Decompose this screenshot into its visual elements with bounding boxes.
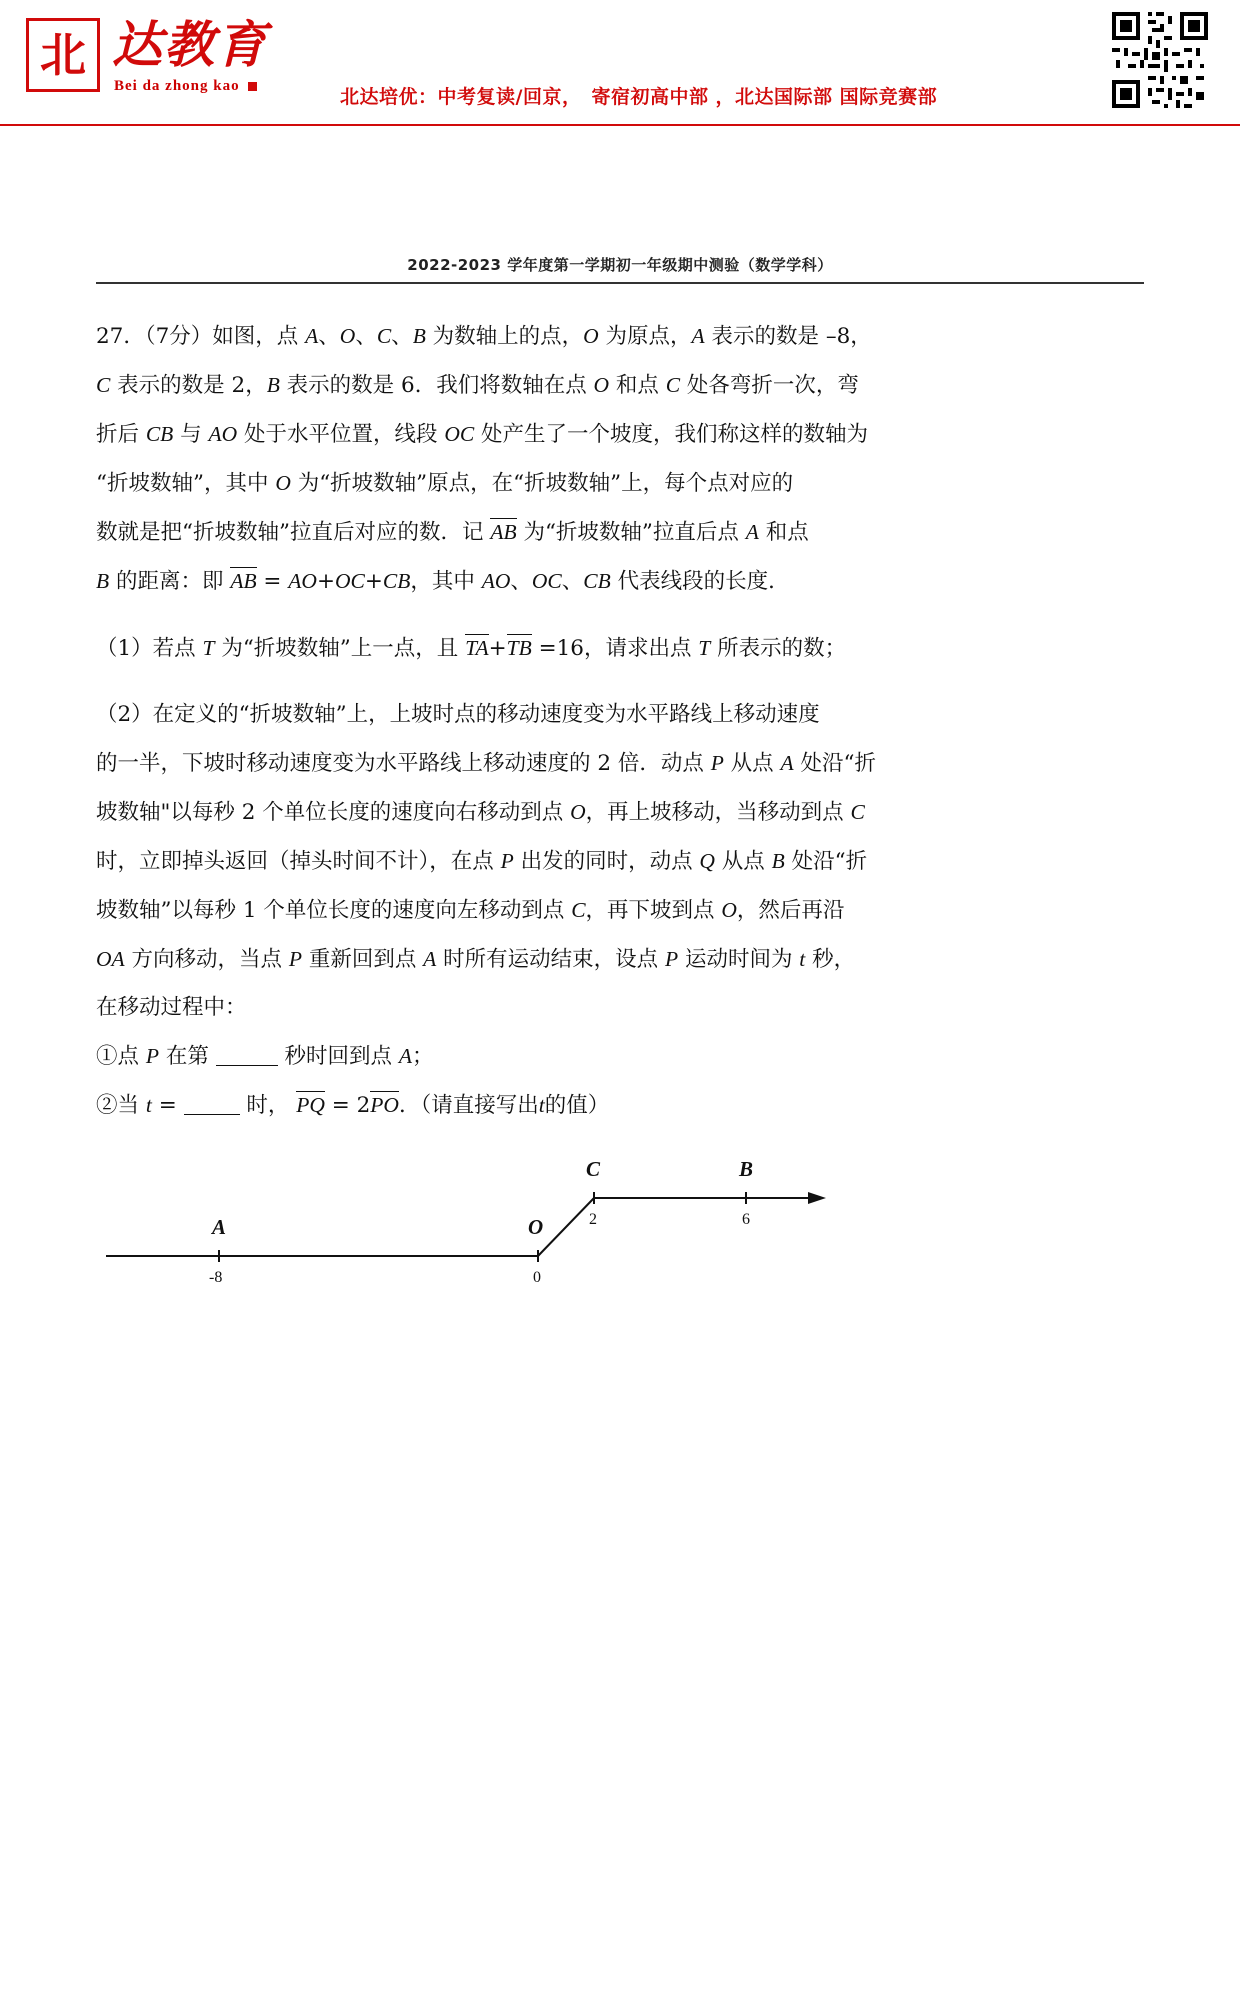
brand-logo <box>26 14 326 110</box>
problem-line-2: C 表示的数是 2，B 表示的数是 6．我们将数轴在点 O 和点 C 处各弯折一次，弯 <box>96 373 859 398</box>
value-point-B: 6 <box>742 1211 750 1228</box>
answer-blank-2[interactable] <box>184 1094 240 1115</box>
header-divider <box>96 282 1144 284</box>
subitem-1-end: A <box>398 1044 413 1068</box>
header-tagline: 北达培优：中考复读/回京， 寄宿初高中部 ，北达国际部 国际竞赛部 <box>340 86 938 108</box>
problem-part-2-line-3: 坡数轴"以每秒 2 个单位长度的速度向右移动到点 O，再上坡移动，当移动到点 C <box>96 800 865 825</box>
problem-part-2-line-7: 在移动过程中： <box>96 995 247 1020</box>
problem-subitem-1 <box>96 1034 1146 1079</box>
subitem-2-prefix: ②当 <box>96 1093 140 1118</box>
subitem-2-eq: = <box>158 1093 177 1118</box>
subitem-2-var2: t <box>538 1093 545 1117</box>
logo-pinyin-label: Bei da zhong kao <box>114 78 240 94</box>
label-point-O: O <box>528 1215 544 1239</box>
problem-part-2-line-1: （2）在定义的“折坡数轴”上，上坡时点的移动速度变为水平路线上移动速度 <box>96 702 820 727</box>
problem-part-1: （1）若点 T 为“折坡数轴”上一点，且 TA+TB =16，请求出点 T 所表示的数； <box>96 636 847 661</box>
label-point-B: B <box>739 1157 754 1181</box>
logo-mark-icon: 北 <box>26 18 100 92</box>
arrow-head-icon <box>808 1192 826 1204</box>
value-point-O: 0 <box>533 1269 541 1286</box>
problem-part-2-line-2: 的一半，下坡时移动速度变为水平路线上移动速度的 2 倍．动点 P 从点 A 处沿“折 <box>96 751 876 776</box>
problem-line-5: 数就是把“折坡数轴”拉直后对应的数．记 AB 为“折坡数轴”拉直后点 A 和点 <box>96 520 809 545</box>
logo-pinyin-text <box>114 78 257 95</box>
problem-line-4: “折坡数轴”，其中 O 为“折坡数轴”原点，在“折坡数轴”上，每个点对应的 <box>96 471 794 496</box>
subitem-1-prefix: ①点 <box>96 1044 140 1069</box>
subitem-2-suffix: ．（请直接写出 <box>398 1093 539 1118</box>
problem-line-6: B 的距离：即 AB = AO+OC+CB，其中 AO、OC、CB 代表线段的长度． <box>96 569 790 594</box>
number-line-figure <box>96 1136 896 1296</box>
value-point-C: 2 <box>589 1211 597 1228</box>
problem-part-2-line-5: 坡数轴”以每秒 1 个单位长度的速度向左移动到点 C，再下坡到点 O，然后再沿 <box>96 898 845 923</box>
qr-code-icon <box>1108 8 1212 112</box>
problem-part-2-line-4: 时，立即掉头返回（掉头时间不计），在点 P 出发的同时，动点 Q 从点 B 处沿“折 <box>96 849 868 874</box>
site-header <box>0 0 1240 126</box>
problem-subitem-2 <box>96 1083 1146 1128</box>
logo-chinese-text: 达教育 <box>112 15 268 74</box>
label-point-C: C <box>586 1157 601 1181</box>
answer-blank-1[interactable] <box>216 1045 278 1066</box>
exam-page <box>0 126 1240 2008</box>
subitem-1-mid: 在第 <box>165 1044 209 1069</box>
running-head: 2022-2023 学年度第一学期初一年级期中测验（数学学科） <box>407 256 833 274</box>
logo-square-icon <box>248 82 257 91</box>
label-point-A: A <box>212 1215 227 1239</box>
subitem-2-mid: 时， <box>246 1093 290 1118</box>
problem-line-1: 27．（7分）如图，点 A、O、C、B 为数轴上的点，O 为原点，A 表示的数是 –8， <box>96 324 872 349</box>
problem-part-2-line-6: OA 方向移动，当点 P 重新回到点 A 时所有运动结束，设点 P 运动时间为 t 秒， <box>96 947 856 972</box>
subitem-1-suffix: 秒时回到点 <box>284 1044 393 1069</box>
subitem-1-var: P <box>145 1044 159 1068</box>
value-point-A: -8 <box>209 1269 223 1286</box>
subitem-2-eq2: = 2 <box>331 1093 371 1118</box>
subitem-2-expr-left: PQ <box>296 1093 325 1117</box>
subitem-1-punct: ； <box>412 1044 434 1069</box>
subitem-2-expr-right: PO <box>370 1093 399 1117</box>
subitem-2-end: 的值） <box>544 1093 610 1118</box>
problem-body <box>96 314 1146 1132</box>
segment-OC <box>538 1198 594 1256</box>
subitem-2-var: t <box>145 1093 152 1117</box>
problem-line-3: 折后 CB 与 AO 处于水平位置，线段 OC 处产生了一个坡度，我们称这样的数轴为 <box>96 422 869 447</box>
